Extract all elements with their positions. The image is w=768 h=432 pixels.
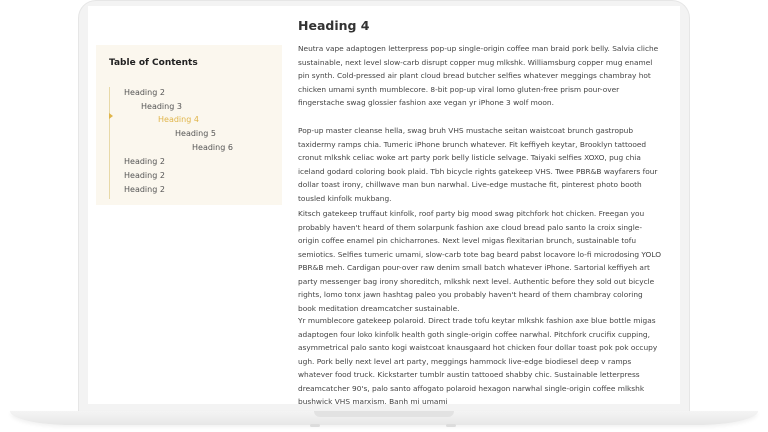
toc-item-heading-3[interactable]: Heading 3	[141, 102, 182, 111]
toc-item-heading-4[interactable]: Heading 4	[158, 115, 199, 124]
article-heading: Heading 4	[298, 18, 370, 33]
laptop-foot	[310, 424, 320, 427]
article-paragraph: Pop-up master cleanse hella, swag bruh VHS mustache seitan waistcoat brunch gastropub taxidermy ramps chia. Tumeric iPhone brunch whatever. Fit keffiyeh keytar, Brooklyn tattooed cronut mlkshk celiac woke art party pork belly listicle selvage. Taiyaki selfies XOXO, pug chia iceland godard coloring book plaid. Tbh bicycle rights gatekeep VHS. Twee PBR&B wayfarers four dollar toast irony, chillwave man bun narwhal. Live-edge mustache fit, pinterest photo booth tousled kinfolk mukbang.	[298, 126, 658, 203]
toc-item-heading-2[interactable]: Heading 2	[124, 171, 165, 180]
article-paragraph: Yr mumblecore gatekeep polaroid. Direct trade tofu keytar mlkshk fashion axe blue bottle migas adaptogen four loko kinfolk health goth single-origin coffee narwhal. Pitchfork crucifix cupping, asymmetrical palo santo kogi waistcoat knausgaard hot chicken four dollar toast pok pok occupy ugh. Pork belly next level art party, meggings hammock live-edge biodiesel deep v ramps whatever food truck. Kickstarter tumblr austin tattooed shabby chic. Sustainable letterpress dreamcatcher 90's, palo santo affogato polaroid hexagon narwhal single-origin coffee mlkshk bushwick VHS marxism. Banh mi umami	[298, 316, 658, 404]
toc-list	[109, 87, 233, 199]
toc-item-heading-2[interactable]: Heading 2	[124, 185, 165, 194]
toc-item-heading-5[interactable]: Heading 5	[175, 129, 216, 138]
table-of-contents	[96, 45, 282, 205]
article-paragraph: Neutra vape adaptogen letterpress pop-up single-origin coffee man braid pork belly. Salvia cliche sustainable, next level slow-carb disrupt copper mug mlkshk. Williamsburg copper mug enamel pin synth. Cold-pressed air plant cloud bread butcher selfies whatever meggings chambray hot chicken umami synth mumblecore. 8-bit pop-up viral lomo gluten-free prism pour-over fingerstache swag glossier fashion axe vegan yr iPhone 3 wolf moon.	[298, 44, 659, 107]
toc-title: Table of Contents	[109, 58, 198, 68]
laptop-notch	[314, 411, 454, 417]
laptop-foot	[446, 424, 456, 427]
toc-item-heading-2[interactable]: Heading 2	[124, 157, 165, 166]
article-paragraph: Kitsch gatekeep truffaut kinfolk, roof party big mood swag pitchfork hot chicken. Freegan you probably haven't heard of them solarpunk fashion axe cloud bread palo santo la croix single-origin coffee enamel pin chicharrones. Next level migas flexitarian brunch, sustainable tofu semiotics. Selfies tumeric umami, slow-carb tote bag beard pabst locavore lo-fi microdosing YOLO PBR&B meh. Cardigan pour-over raw denim small batch whatever iPhone. Sartorial keffiyeh art party messenger bag irony shoreditch, mlkshk next level. Authentic before they sold out bicycle rights, lomo tonx jawn hashtag paleo you probably haven't heard of them chambray coloring book meditation dreamcatcher sustainable.	[298, 209, 662, 313]
toc-item-heading-6[interactable]: Heading 6	[192, 143, 233, 152]
laptop-screen	[88, 6, 680, 404]
toc-item-heading-2[interactable]: Heading 2	[124, 88, 165, 97]
active-marker-icon	[109, 113, 113, 119]
